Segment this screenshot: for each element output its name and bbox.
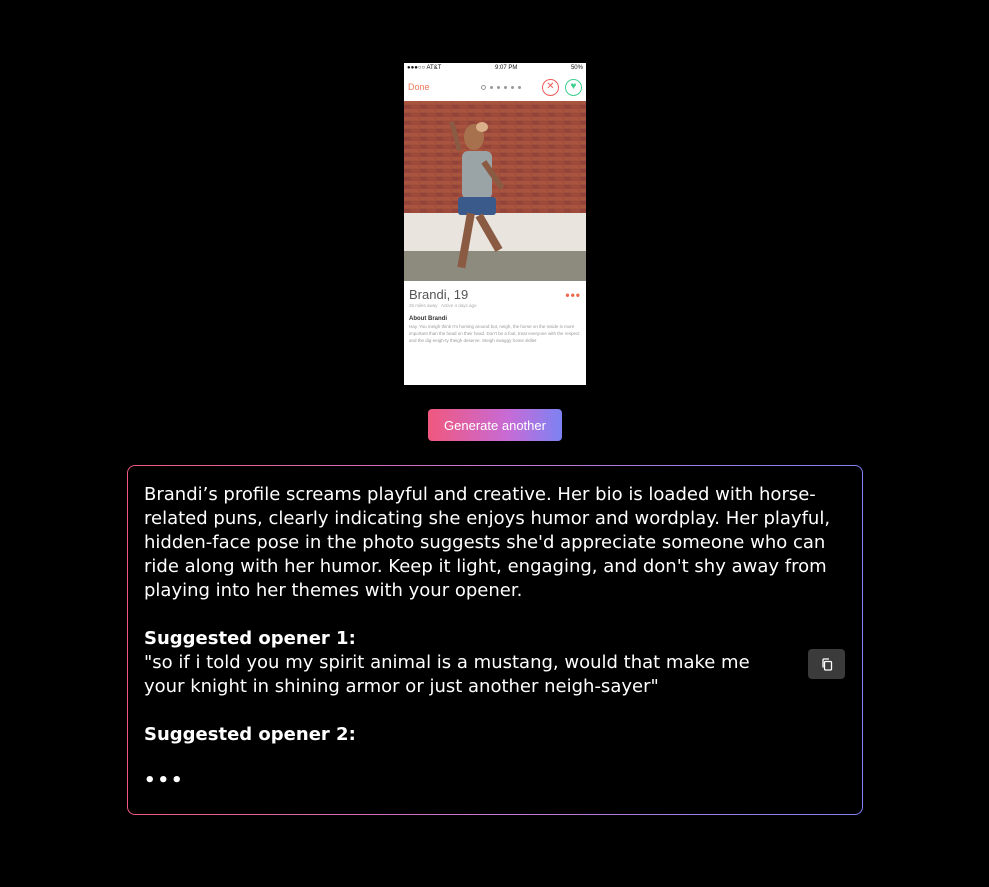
bio-text: Hay. You meigh think I'm horsing around but, neigh, the horse on the inside is more important than the head on their head. Don't be a foal, treat everyone with the respect and the dig-neigh-ty theigh deserve. Steigh swaggy home skillet bbox=[409, 324, 580, 343]
profile-nav bbox=[404, 73, 586, 101]
time-text: 9:07 PM bbox=[494, 65, 518, 71]
pass-icon: ✕ bbox=[542, 79, 559, 96]
done-label: Done bbox=[408, 82, 430, 92]
copy-icon bbox=[821, 658, 833, 671]
profile-name-age: Brandi, 19 bbox=[409, 287, 469, 302]
profile-screenshot bbox=[404, 63, 586, 385]
more-options-icon: ••• bbox=[565, 287, 581, 302]
analysis-text: Brandi’s profile screams playful and creative. Her bio is loaded with horse-related puns, clearly indicating she enjoys humor and wordplay. Her playful, hidden-face pose in the photo suggests she'd appreciate someone who can ride along with her humor. Keep it light, engaging, and don't shy away from playing into her themes with your opener. bbox=[144, 484, 831, 601]
battery-text: 50% bbox=[570, 65, 583, 71]
profile-photo bbox=[404, 101, 586, 281]
loading-indicator: ••• bbox=[144, 770, 185, 791]
about-heading: About Brandi bbox=[409, 316, 447, 322]
distance-text: 25 miles away bbox=[409, 303, 438, 308]
like-heart-icon: ♥ bbox=[565, 79, 582, 96]
status-bar bbox=[404, 63, 586, 73]
generate-another-button[interactable]: Generate another bbox=[428, 409, 562, 441]
copy-button[interactable] bbox=[808, 649, 845, 679]
carrier-text: ●●●○○ AT&T bbox=[407, 65, 442, 71]
opener-2-heading: Suggested opener 2: bbox=[144, 724, 356, 745]
profile-meta bbox=[409, 303, 581, 308]
response-box bbox=[127, 465, 863, 815]
photo-page-dots bbox=[481, 85, 521, 90]
opener-1-text[interactable]: "so if i told you my spirit animal is a mustang, would that make me your knight in shining armor or just another neigh-sayer" bbox=[144, 652, 750, 697]
active-text: Active 4 days ago bbox=[441, 303, 477, 308]
opener-1-heading: Suggested opener 1: bbox=[144, 628, 356, 649]
